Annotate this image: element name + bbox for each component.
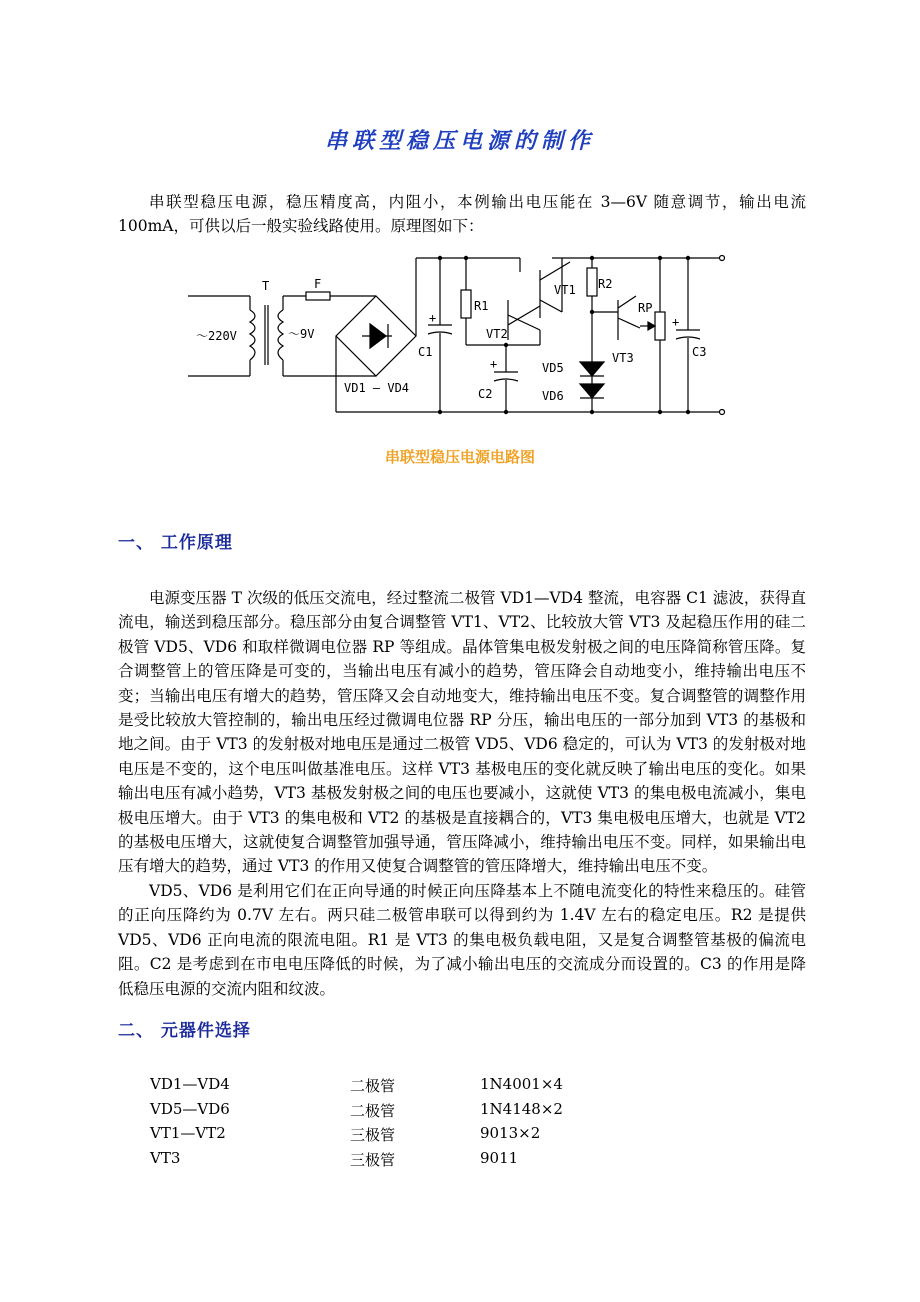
label-vt3: VT3 (612, 351, 634, 365)
principle-body (118, 586, 806, 1001)
parts-row (150, 1124, 650, 1149)
part-name: VD5—VD6 (150, 1099, 230, 1118)
label-r2: R2 (598, 277, 613, 291)
part-spec: 9011 (480, 1148, 519, 1167)
label-fuse: F (314, 277, 322, 291)
label-vd5: VD5 (542, 361, 564, 375)
part-name: VT1—VT2 (150, 1124, 226, 1142)
page-title: 串联型稳压电源的制作 (324, 129, 595, 154)
section-heading-components: 二、 元器件选择 (118, 1021, 251, 1041)
parts-row (150, 1100, 650, 1125)
label-vt2: VT2 (486, 327, 508, 341)
part-type: 三极管 (350, 1150, 396, 1169)
part-type: 二极管 (350, 1101, 396, 1120)
label-secondary: ～9V (288, 327, 315, 341)
part-name: VD1—VD4 (150, 1075, 230, 1093)
diagram-caption: 串联型稳压电源电路图 (384, 448, 535, 466)
part-type: 二极管 (350, 1077, 396, 1095)
section-heading-principle: 一、 工作原理 (118, 533, 233, 553)
principle-paragraph-1: 电源变压器 T 次级的低压交流电，经过整流二极管 VD1—VD4 整流，电容器 C1 滤波，获得直流电，输送到稳压部分。稳压部分由复合调整管 VT1、VT2、比较放大管 VT3 及起稳压作用的硅二极管 VD5、VD6 和取样微调电位器 RP 等组成。晶体管集电极发射极之间的电压降简称管压降。复合调整管上的管压降是可变的，当输出电压有减小的趋势，管压降会自动地变小，维持输出电压不变；当输出电压有增大的趋势，管压降又会自动地变大，维持输出电压不变。复合调整管的调整作用是受比较放大管控制的，输出电压经过微调电位器 RP 分压，输出电压的一部分加到 VT3 的基极和地之间。由于 VT3 的发射极对地电压是通过二极管 VD5、VD6 稳定的，可认为 VT3 的发射极对地电压是不变的，这个电压叫做基准电压。这样 VT3 基极电压的变化就反映了输出电压的变化。如果输出电压有减小趋势，VT3 基极发射极之间的电压也要减小，这就使 VT3 的集电极电流减小，集电极电压增大。由于 VT3 的集电极和 VT2 的基极是直接耦合的，VT3 集电极电压增大，也就是 VT2 的基极电压增大，这就使复合调整管加强导通，管压降减小，维持输出电压不变。同样，如果输出电压有增大的趋势，通过 VT3 的作用又使复合调整管的管压降增大，维持输出电压不变。 (118, 589, 806, 876)
label-r1: R1 (474, 299, 489, 313)
label-vd6: VD6 (542, 389, 564, 403)
label-plus-c1: + (429, 311, 437, 325)
label-ac-in: ～220V (196, 329, 237, 343)
label-vt1: VT1 (554, 283, 576, 297)
principle-paragraph-2: VD5、VD6 是利用它们在正向导通的时候正向压降基本上不随电流变化的特性来稳压的。硅管的正向压降约为 0.7V 左右。两只硅二极管串联可以得到约为 1.4V 左右的稳定电压。R2 是提供 VD5、VD6 正向电流的限流电阻。R1 是 VT3 的集电极负载电阻，又是复合调整管基极的偏流电阻。C2 是考虑到在市电电压降低的时候，为了减小输出电压的交流成分而设置的。C3 的作用是降低稳压电源的交流内阻和纹波。 (118, 881, 806, 998)
label-c2: C2 (478, 387, 493, 401)
part-name: VT3 (150, 1148, 181, 1167)
parts-list (150, 1075, 650, 1173)
parts-row (150, 1075, 650, 1100)
part-type: 三极管 (350, 1126, 396, 1144)
label-transformer: T (262, 279, 270, 293)
label-c1: C1 (418, 345, 433, 359)
circuit-diagram (0, 0, 920, 440)
intro-text: 串联型稳压电源，稳压精度高，内阻小，本例输出电压能在 3—6V 随意调节，输出电流 100mA，可供以后一般实验线路使用。原理图如下： (118, 193, 806, 235)
label-rp: RP (638, 301, 653, 315)
label-bridge: VD1 — VD4 (344, 381, 410, 395)
part-spec: 1N4001×4 (480, 1075, 563, 1093)
part-spec: 1N4148×2 (480, 1099, 563, 1118)
label-plus-c3: + (672, 315, 680, 329)
part-spec: 9013×2 (480, 1124, 541, 1142)
label-c3: C3 (692, 345, 707, 359)
label-plus-c2: + (490, 357, 498, 371)
parts-row (150, 1149, 650, 1174)
